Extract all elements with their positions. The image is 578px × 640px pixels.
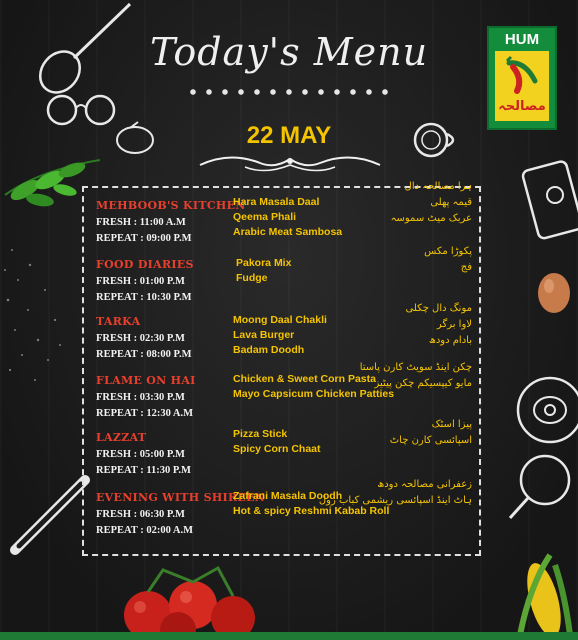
logo-subtitle: مصالحہ	[498, 99, 546, 114]
repeat-time: REPEAT : 02:00 A.M	[96, 525, 194, 536]
salt-sprinkle	[0, 230, 80, 390]
urdu-dish-item: اسپائسی کارن چاٹ	[389, 435, 472, 446]
show-block	[96, 258, 194, 303]
frying-pan-illustration	[500, 370, 578, 520]
dish-item: Zafrani Masala Doodh	[233, 490, 343, 502]
chili-icon	[495, 51, 549, 97]
urdu-dish-list	[318, 477, 472, 509]
urdu-dish-item: چکن اینڈ سویٹ کارن پاستا	[359, 362, 472, 373]
show-block	[96, 431, 191, 476]
dish-item: Chicken & Sweet Corn Pasta	[233, 373, 376, 385]
tomatoes-illustration	[118, 560, 258, 640]
show-block	[96, 315, 191, 360]
show-block	[96, 199, 246, 244]
repeat-time: REPEAT : 12:30 A.M	[96, 408, 194, 419]
fresh-time: FRESH : 03:30 P.M	[96, 392, 185, 403]
urdu-dish-item: زعفرانی مصالحہ دودھ	[377, 479, 472, 490]
show-name: LAZZAT	[96, 431, 147, 444]
dish-list	[233, 195, 342, 240]
urdu-dish-item: عربک میٹ سموسہ	[390, 213, 472, 224]
bottom-bar	[0, 632, 578, 640]
show-name: FLAME ON HAI	[96, 374, 196, 387]
hum-masala-logo	[487, 26, 557, 130]
show-name: MEHBOOB'S KITCHEN	[96, 199, 246, 212]
dish-item: Pakora Mix	[236, 257, 292, 269]
dish-item: Badam Doodh	[233, 344, 305, 356]
show-name: TARKA	[96, 315, 141, 328]
logo-emblem	[495, 51, 549, 121]
dish-item: Spicy Corn Chaat	[233, 443, 321, 455]
repeat-time: REPEAT : 09:00 P.M	[96, 233, 192, 244]
urdu-dish-item: قیمہ پھلی	[430, 197, 472, 208]
menu-date: 22 MAY	[246, 122, 332, 149]
dish-item: Hot & spicy Reshmi Kabab Roll	[233, 505, 390, 517]
flourish-ornament	[190, 147, 390, 177]
repeat-time: REPEAT : 11:30 P.M	[96, 465, 191, 476]
urdu-dish-item: مونگ دال چکلی	[405, 303, 472, 314]
urdu-dish-item: فج	[460, 262, 472, 273]
fresh-time: FRESH : 05:00 P.M	[96, 449, 185, 460]
fresh-time: FRESH : 02:30 P.M	[96, 333, 185, 344]
urdu-dish-list	[390, 179, 472, 227]
title-dot-divider	[185, 88, 395, 96]
show-name: FOOD DIARIES	[96, 258, 194, 271]
page-title: Today's Menu	[149, 30, 429, 74]
fresh-time: FRESH : 01:00 P.M	[96, 276, 185, 287]
urdu-dish-list	[389, 417, 472, 449]
repeat-time: REPEAT : 08:00 P.M	[96, 349, 192, 360]
urdu-dish-list	[405, 301, 472, 349]
dish-item: Moong Daal Chakli	[233, 314, 327, 326]
urdu-dish-item: پیزا اسٹک	[431, 419, 472, 430]
dish-list	[233, 427, 321, 457]
dish-item: Qeema Phali	[233, 211, 297, 223]
egg-illustration	[532, 268, 578, 318]
dish-list	[233, 313, 327, 358]
urdu-dish-item: بادام دودھ	[428, 335, 472, 346]
repeat-time: REPEAT : 10:30 P.M	[96, 292, 192, 303]
logo-text: HUM	[504, 31, 540, 48]
urdu-dish-item: پکوڑا مکس	[424, 246, 472, 257]
urdu-dish-list	[359, 360, 472, 392]
dish-item: Arabic Meat Sambosa	[233, 226, 343, 238]
show-block	[96, 374, 196, 419]
dish-list	[236, 256, 291, 286]
urdu-dish-item: ہاٹ اینڈ اسپائسی ریشمی کباب رول	[318, 495, 472, 506]
dish-item: Lava Burger	[233, 329, 295, 341]
dish-item: Mayo Capsicum Chicken Patties	[233, 388, 395, 400]
urdu-dish-item: ہرا مصالحہ دال	[404, 181, 472, 192]
dish-item: Pizza Stick	[233, 428, 288, 440]
urdu-dish-item: لاوا برگر	[436, 319, 472, 330]
show-name: EVENING WITH SHIREEN	[96, 491, 266, 504]
corn-illustration	[510, 545, 578, 640]
cutting-board-illustration	[520, 150, 578, 240]
urdu-dish-item: مایو کیپسیکم چکن پیٹیز	[374, 378, 472, 389]
dish-item: Hara Masala Daal	[233, 196, 320, 208]
fresh-time: FRESH : 06:30 P.M	[96, 509, 185, 520]
dish-item: Fudge	[236, 272, 268, 284]
dish-list	[233, 372, 394, 402]
fresh-time: FRESH : 11:00 A.M	[96, 217, 186, 228]
urdu-dish-list	[412, 244, 472, 276]
